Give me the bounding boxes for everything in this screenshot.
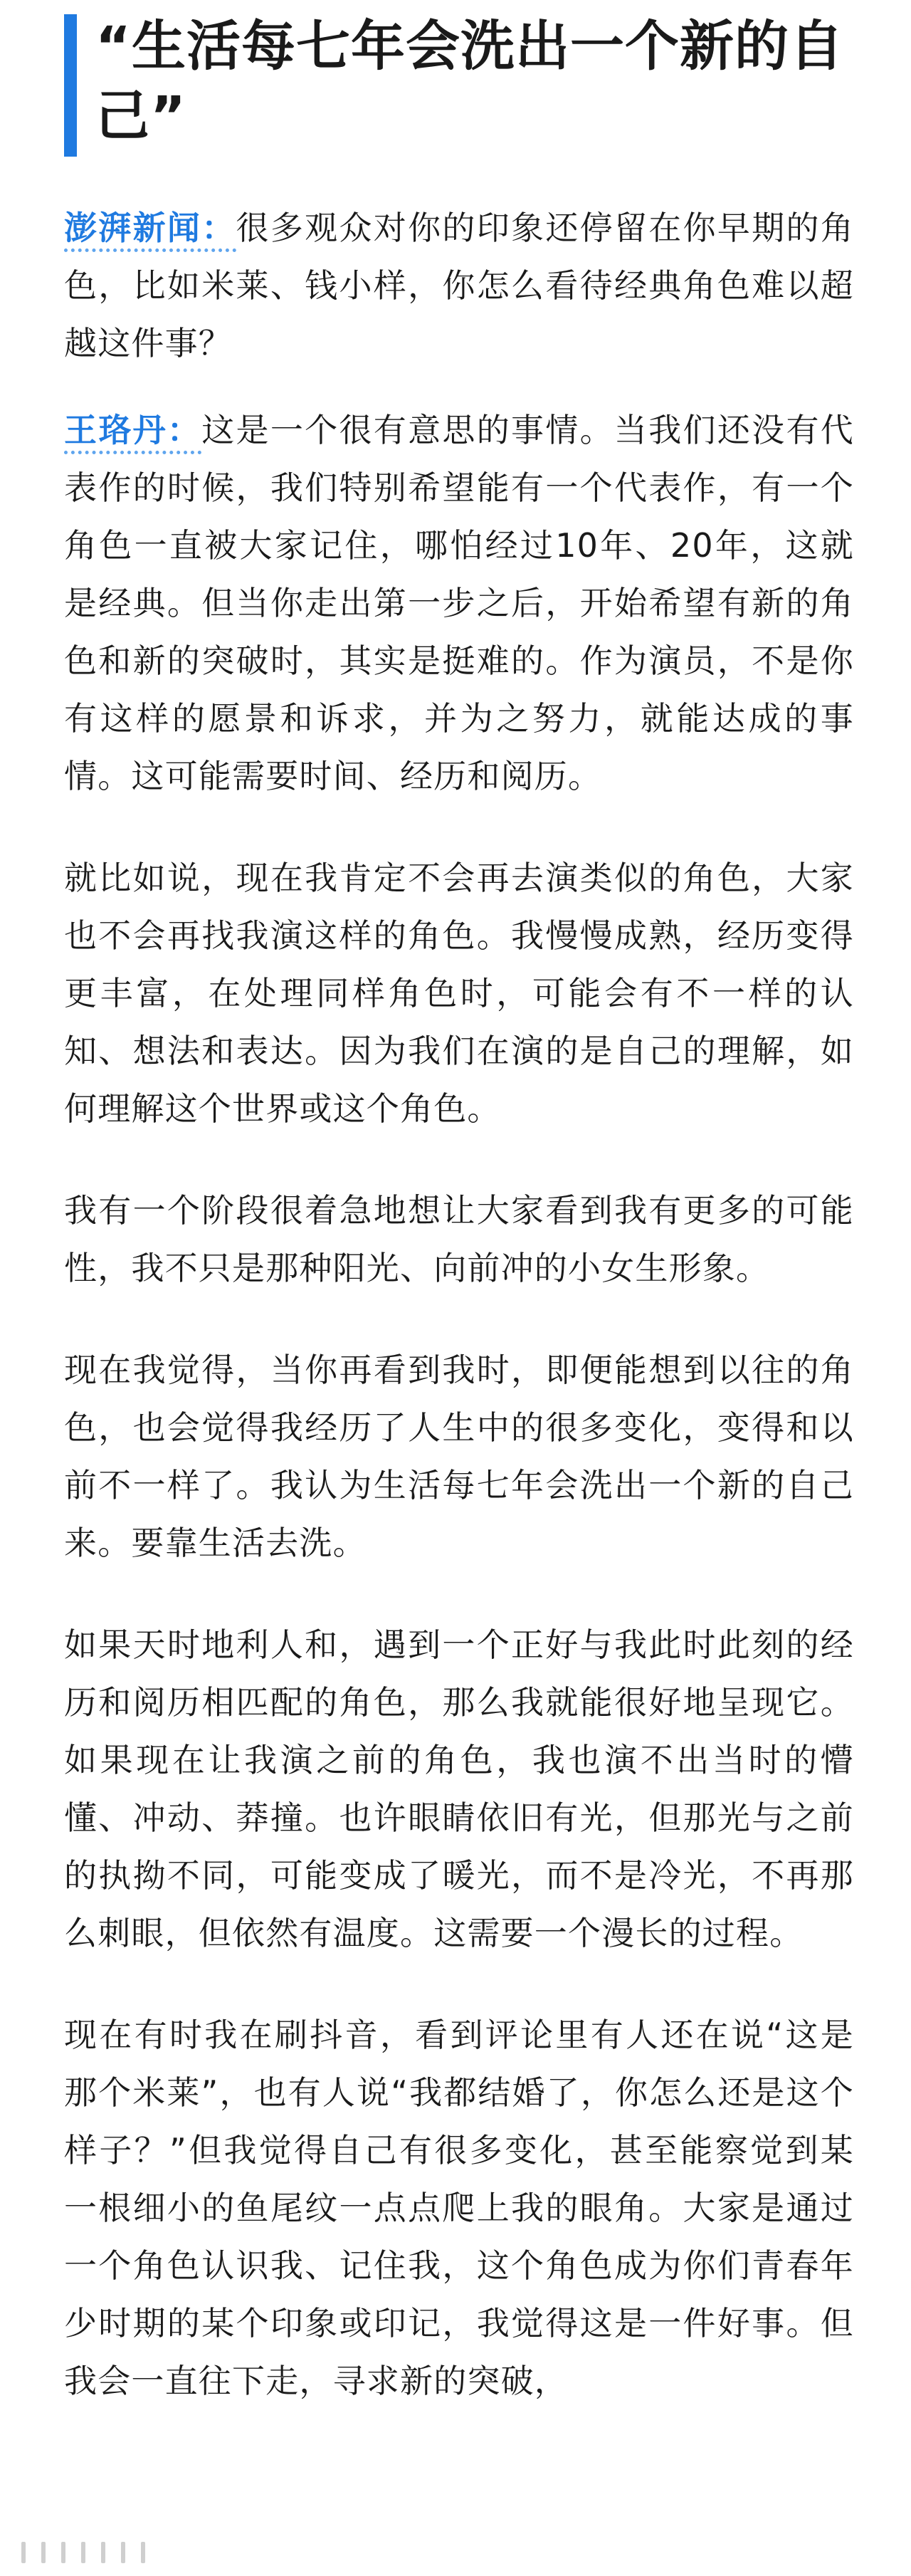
paragraph: 我有一个阶段很着急地想让大家看到我有更多的可能性，我不只是那种阳光、向前冲的小女生形象。 — [64, 1191, 854, 1287]
strip-mark — [21, 2542, 26, 2563]
image-strip-indicator — [21, 2542, 145, 2563]
article-title: “生活每七年会洗出一个新的自己” — [95, 14, 844, 147]
paragraph: 如果天时地利人和，遇到一个正好与我此时此刻的经历和阅历相匹配的角色，那么我就能很好地呈现它。如果现在让我演之前的角色，我也演不出当时的懵懂、冲动、莽撞。也许眼睛依旧有光，但那光与之前的执拗不同，可能变成了暖光，而不是冷光，不再那么刺眼，但依然有温度。这需要一个漫长的过程。 — [64, 1625, 854, 1952]
strip-mark — [101, 2542, 105, 2563]
qa-answer — [64, 402, 854, 805]
paragraph: 就比如说，现在我肯定不会再去演类似的角色，大家也不会再找我演这样的角色。我慢慢成熟，经历变得更丰富，在处理同样角色时，可能会有不一样的认知、想法和表达。因为我们在演的是自己的理解，如何理解这个世界或这个角色。 — [64, 859, 854, 1128]
strip-mark — [41, 2542, 46, 2563]
paragraph: 现在有时我在刷抖音，看到评论里有人还在说“这是那个米莱”，也有人说“我都结婚了，你怎么还是这个样子？”但我觉得自己有很多变化，甚至能察觉到某一根细小的鱼尾纹一点点爬上我的眼角。大家是通过一个角色认识我、记住我，这个角色成为你们青春年少时期的某个印象或印记，我觉得这是一件好事。但我会一直往下走，寻求新的突破， — [64, 2016, 854, 2400]
title-accent-bar — [64, 14, 77, 157]
article-body — [64, 199, 854, 2410]
strip-mark — [121, 2542, 125, 2563]
question-text: 很多观众对你的印象还停留在你早期的角色，比如米莱、钱小样，你怎么看待经典角色难以超越这件事？ — [64, 209, 854, 362]
strip-mark — [141, 2542, 145, 2563]
paragraph: 现在我觉得，当你再看到我时，即便能想到以往的角色，也会觉得我经历了人生中的很多变化，变得和以前不一样了。我认为生活每七年会洗出一个新的自己来。要靠生活去洗。 — [64, 1351, 854, 1562]
bottom-toolbar — [0, 2535, 911, 2576]
speaker-label-wangluodan: 王珞丹： — [64, 411, 201, 454]
qa-question — [64, 199, 854, 372]
speaker-label-thepaper: 澎湃新闻： — [64, 209, 236, 252]
article-title-block — [64, 14, 854, 157]
answer-text: 这是一个很有意思的事情。当我们还没有代表作的时候，我们特别希望能有一个代表作，有一个角色一直被大家记住，哪怕经过10年、20年，这就是经典。但当你走出第一步之后，开始希望有新的角色和新的突破时，其实是挺难的。作为演员，不是你有这样的愿景和诉求，并为之努力，就能达成的事情。这可能需要时间、经历和阅历。 — [64, 411, 854, 795]
strip-mark — [81, 2542, 85, 2563]
strip-mark — [61, 2542, 65, 2563]
